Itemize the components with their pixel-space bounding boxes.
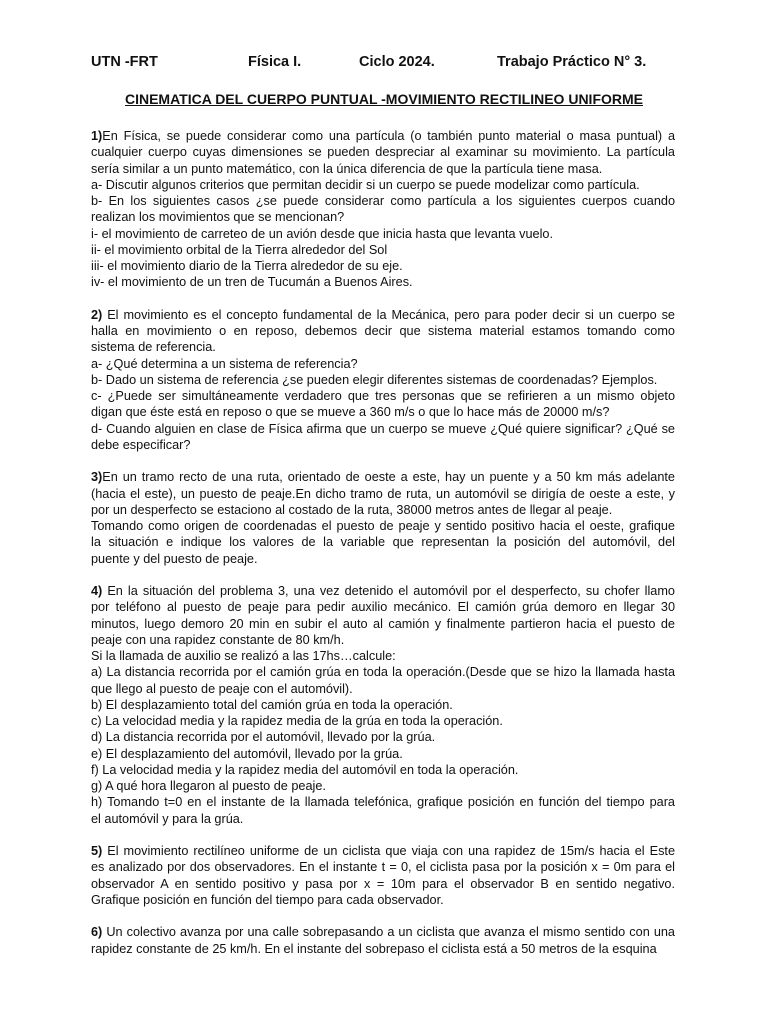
problem-text: El movimiento es el concepto fundamental de la Mecánica, pero para poder decir si un cuerpo se [102, 307, 675, 322]
problem-line [91, 421, 675, 437]
problem-line [91, 486, 675, 502]
problem-text: b- En los siguientes casos ¿se puede considerar como partícula a los siguientes cuerpos cuando [91, 194, 675, 208]
problem-text: halla en movimiento o en reposo, debemos decir que sistema material estamos tomando como [91, 324, 675, 338]
problem-text: b- Dado un sistema de referencia ¿se pueden elegir diferentes sistemas de coordenadas? Ejemplos. [91, 372, 658, 387]
problem-line [91, 941, 675, 957]
problem-line [91, 274, 675, 290]
problem-text: Tomando como origen de coordenadas el puesto de peaje y sentido positivo hacia el oeste, grafique [91, 519, 675, 533]
problem-text: Un colectivo avanza por una calle sobrepasando a un ciclista que avanza el mismo sentido con una [102, 925, 675, 940]
problem-line [91, 161, 675, 177]
problem-text: d) La distancia recorrida por el automóvil, llevado por la grúa. [91, 730, 436, 745]
problem-line [91, 924, 675, 940]
problem-text: Si la llamada de auxilio se realizó a las 17hs…calcule: [91, 649, 396, 663]
problem-line [91, 648, 675, 664]
problem-text: ii- el movimiento orbital de la Tierra alrededor del Sol [91, 242, 388, 257]
problem-1 [91, 128, 675, 291]
problem-text: sistema de referencia. [91, 340, 216, 355]
problem-line [91, 697, 675, 713]
problem-2 [91, 307, 675, 453]
problem-line [91, 664, 675, 680]
problem-line [91, 859, 675, 875]
problem-text: a- ¿Qué determina a un sistema de referencia? [91, 356, 358, 371]
problem-line [91, 404, 675, 420]
problem-line [91, 616, 675, 632]
problem-line [91, 258, 675, 274]
problem-line [91, 713, 675, 729]
problem-text: por un desperfecto se estaciono al costado de la ruta, 38000 metros antes de llegar al peaje. [91, 502, 613, 517]
problem-line [91, 843, 675, 859]
document-title: CINEMATICA DEL CUERPO PUNTUAL -MOVIMIENTO RECTILINEO UNIFORME [124, 91, 643, 107]
header-subject: Física I. [248, 54, 302, 70]
problem-line [91, 794, 675, 810]
problem-line [91, 339, 675, 355]
problem-line [91, 209, 675, 225]
problem-line [91, 518, 675, 534]
problem-line [91, 226, 675, 242]
problem-line [91, 323, 675, 339]
problem-5 [91, 843, 675, 908]
problem-text: f) La velocidad media y la rapidez media del automóvil en toda la operación. [91, 762, 519, 777]
problem-text: Grafique posición en función del tiempo para cada observador. [91, 892, 444, 907]
problem-text: el automóvil y para la grúa. [91, 811, 244, 826]
problem-line [91, 729, 675, 745]
problem-text: puente y del puesto de peaje. [91, 551, 258, 566]
problem-6 [91, 924, 675, 957]
problem-text: g) A qué hora llegaron al puesto de peaje. [91, 779, 326, 793]
problem-text: realizan los movimientos que se mencionan? [91, 210, 345, 225]
problem-text: En la situación del problema 3, una vez detenido el automóvil por el desperfecto, su chofer llamo [102, 584, 675, 598]
problem-text: a) La distancia recorrida por el camión grúa en toda la operación.(Desde que se hizo la llamada hasta [91, 665, 675, 680]
problem-text: En un tramo recto de una ruta, orientado de oeste a este, hay un puente y a 50 km más adelante [102, 470, 675, 485]
page-header [0, 54, 768, 74]
header-cycle: Ciclo 2024. [359, 54, 435, 70]
problem-line [91, 144, 675, 160]
problem-text: El movimiento rectilíneo uniforme de un ciclista que viaja con una rapidez de 15m/s hacia el Este [102, 844, 675, 858]
problem-text: c) La velocidad media y la rapidez media de la grúa en toda la operación. [91, 714, 503, 728]
problem-text: la situación e indique los valores de la variable que representan la posición del automóvil, del [91, 535, 675, 550]
problem-text: debe especificar? [91, 437, 191, 452]
problem-number: 1) [91, 129, 103, 143]
problem-text: (hacia el este), un puesto de peaje.En dicho tramo de ruta, un automóvil se dirigía de oeste a este, y [91, 486, 675, 501]
problem-text: cualquier cuerpo cuyas dimensiones se pueden despreciar al examinar su movimiento. La partícula [91, 145, 675, 160]
problem-text: b) El desplazamiento total del camión grúa en toda la operación. [91, 697, 453, 712]
problem-line [91, 583, 675, 599]
problem-line [91, 307, 675, 323]
problem-number: 2) [91, 307, 103, 322]
problem-text: a- Discutir algunos criterios que permitan decidir si un cuerpo se puede modelizar como partícula. [91, 177, 640, 192]
problem-text: rapidez constante de 25 km/h. En el instante del sobrepaso el ciclista está a 50 metros de la esquina [91, 941, 657, 956]
problem-line [91, 388, 675, 404]
problem-number: 5) [91, 844, 103, 858]
problem-text: sería similar a un punto matemático, con la única diferencia de que la partícula tiene masa. [91, 161, 603, 176]
problem-text: i- el movimiento de carreteo de un avión desde que inicia hasta que levanta vuelo. [91, 226, 553, 241]
problem-number: 3) [91, 470, 103, 485]
problem-line [91, 128, 675, 144]
problem-line [91, 551, 675, 567]
problem-line [91, 876, 675, 892]
problem-4 [91, 583, 675, 827]
problem-line [91, 778, 675, 794]
problem-line [91, 502, 675, 518]
header-assignment: Trabajo Práctico N° 3. [497, 54, 647, 70]
problem-line [91, 681, 675, 697]
problem-text: digan que éste está en reposo o que se mueve a 360 m/s o que lo hace más de 20000 m/s? [91, 405, 610, 420]
problem-line [91, 437, 675, 453]
problem-line [91, 372, 675, 388]
problem-number: 4) [91, 584, 103, 598]
problem-line [91, 193, 675, 209]
problem-line [91, 469, 675, 485]
problem-line [91, 762, 675, 778]
problem-line [91, 242, 675, 258]
problem-3 [91, 469, 675, 567]
problem-line [91, 534, 675, 550]
document-body [91, 128, 675, 973]
problem-text: por teléfono al puesto de peaje para pedir auxilio mecánico. El camión grúa demoro en llegar 30 [91, 600, 675, 615]
problem-text: iv- el movimiento de un tren de Tucumán a Buenos Aires. [91, 275, 413, 290]
problem-text: En Física, se puede considerar como una partícula (o también punto material o masa puntual) a [102, 129, 675, 143]
problem-text: iii- el movimiento diario de la Tierra alrededor de su eje. [91, 259, 403, 273]
problem-line [91, 892, 675, 908]
problem-text: d- Cuando alguien en clase de Física afirma que un cuerpo se mueve ¿Qué quiere significar? ¿Qué se [91, 421, 675, 436]
problem-text: que llego al puesto de peaje con el automóvil). [91, 681, 353, 696]
problem-text: minutos, luego demoro 20 min en subir el auto al camión y finalmente partieron hacia el puesto de [91, 616, 675, 631]
problem-line [91, 356, 675, 372]
problem-text: es analizado por dos observadores. En el instante t = 0, el ciclista pasa por la posición x = 0m para el [91, 860, 675, 875]
problem-line [91, 632, 675, 648]
problem-text: e) El desplazamiento del automóvil, llevado por la grúa. [91, 746, 403, 761]
problem-text: h) Tomando t=0 en el instante de la llamada telefónica, grafique posición en función del tiempo para [91, 795, 675, 810]
problem-line [91, 177, 675, 193]
header-institution: UTN -FRT [91, 54, 158, 70]
problem-line [91, 811, 675, 827]
problem-line [91, 599, 675, 615]
problem-text: peaje con una rapidez constante de 80 km/h. [91, 632, 345, 647]
problem-number: 6) [91, 925, 103, 940]
problem-text: observador A en sentido positivo y pasa por x = 10m para el observador B en sentido negativo. [91, 876, 675, 891]
problem-line [91, 746, 675, 762]
problem-text: c- ¿Puede ser simultáneamente verdadero que tres personas que se refirieren a un mismo objeto [91, 389, 675, 403]
